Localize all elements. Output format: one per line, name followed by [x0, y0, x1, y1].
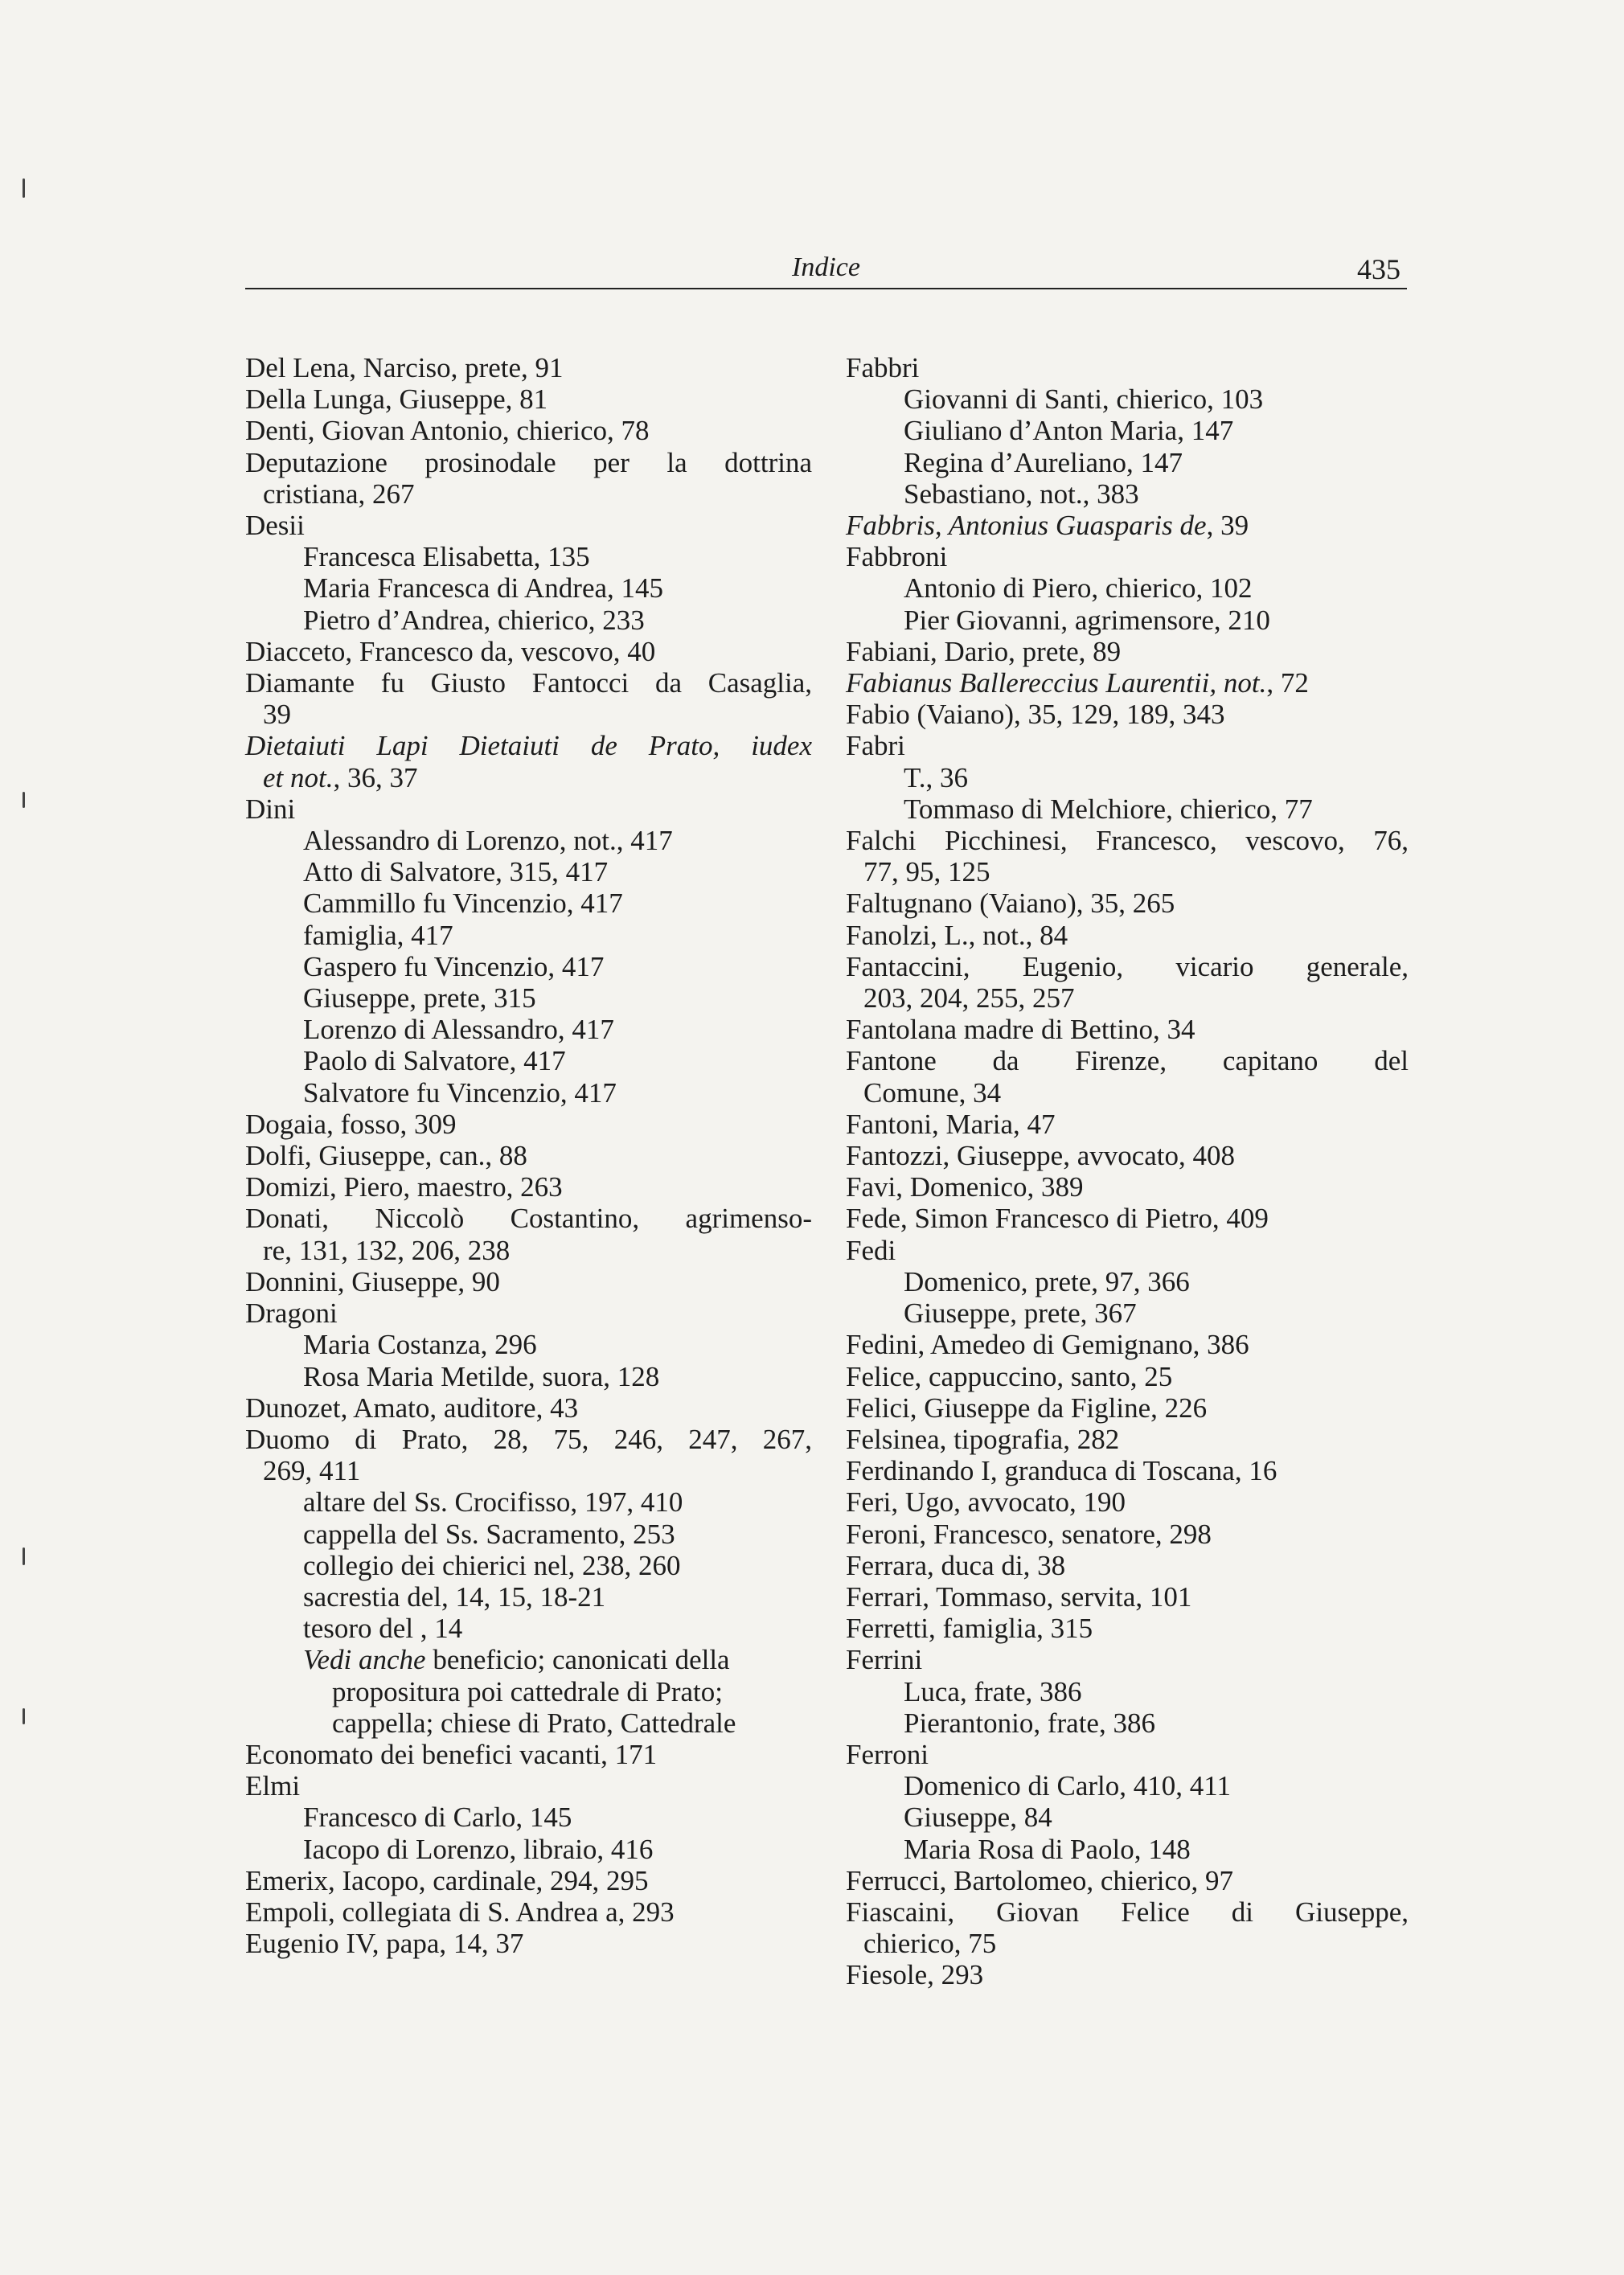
cross-reference-text: beneficio; canonicati della: [425, 1644, 730, 1676]
index-entry: Diacceto, Francesco da, vescovo, 40: [245, 635, 656, 667]
index-subentry: altare del Ss. Crocifisso, 197, 410: [303, 1486, 683, 1519]
index-subentry: Pietro d’Andrea, chierico, 233: [303, 604, 645, 636]
index-entry: Fiascaini, Giovan Felice di Giuseppe,: [846, 1896, 1409, 1928]
index-subentry: Pier Giovanni, agrimensore, 210: [904, 604, 1270, 636]
index-entry: Deputazione prosinodale per la dottrina: [245, 446, 812, 478]
index-entry: Fabio (Vaiano), 35, 129, 189, 343: [846, 699, 1225, 731]
index-entry: Fiesole, 293: [846, 1959, 984, 1991]
index-entry-continuation: 269, 411: [263, 1455, 361, 1487]
index-entry: Fantone da Firenze, capitano del: [846, 1045, 1409, 1077]
index-entry: Felice, cappuccino, santo, 25: [846, 1360, 1173, 1392]
index-entry: Della Lunga, Giuseppe, 81: [245, 383, 548, 416]
index-entry: Feri, Ugo, avvocato, 190: [846, 1486, 1126, 1519]
index-subentry: Giuseppe, 84: [904, 1802, 1052, 1834]
index-entry: Felsinea, tipografia, 282: [846, 1423, 1120, 1455]
index-entry-continuation: [245, 762, 812, 793]
index-entry: Economato dei benefici vacanti, 171: [245, 1738, 658, 1770]
index-entry: Fedini, Amedeo di Gemignano, 386: [846, 1329, 1249, 1361]
index-entry: Elmi: [245, 1770, 301, 1802]
index-entry-continuation: 203, 204, 255, 257: [863, 982, 1075, 1015]
index-subentry: Tommaso di Melchiore, chierico, 77: [904, 793, 1313, 825]
index-subentry: Lorenzo di Alessandro, 417: [303, 1014, 614, 1046]
index-entry-continuation: 39: [263, 699, 291, 731]
index-entry: [846, 667, 1409, 699]
index-entry: Dragoni: [245, 1297, 338, 1330]
index-subentry: Cammillo fu Vincenzio, 417: [303, 887, 623, 920]
index-subentry: Maria Costanza, 296: [303, 1329, 537, 1361]
index-locator: , 36, 37: [333, 761, 418, 793]
index-entry: Del Lena, Narciso, prete, 91: [245, 352, 564, 383]
index-subentry: Francesco di Carlo, 145: [303, 1802, 572, 1834]
index-entry: Denti, Giovan Antonio, chierico, 78: [245, 415, 650, 447]
margin-mark: [23, 1547, 25, 1565]
index-subentry: Maria Francesca di Andrea, 145: [303, 572, 664, 605]
index-entry: Fantolana madre di Bettino, 34: [846, 1014, 1195, 1046]
index-subentry: Francesca Elisabetta, 135: [303, 541, 590, 573]
index-entry: Ferretti, famiglia, 315: [846, 1613, 1093, 1645]
margin-mark: [23, 1708, 25, 1724]
italic-text: Vedi anche: [303, 1644, 426, 1676]
index-subentry: tesoro del , 14: [303, 1613, 463, 1645]
index-subentry: Paolo di Salvatore, 417: [303, 1045, 566, 1077]
index-entry: Dolfi, Giuseppe, can., 88: [245, 1140, 527, 1172]
index-entry: Favi, Domenico, 389: [846, 1171, 1084, 1203]
running-header: [245, 249, 1407, 289]
index-entry: Feroni, Francesco, senatore, 298: [846, 1518, 1212, 1550]
index-entry: Fanolzi, L., not., 84: [846, 919, 1068, 951]
index-subentry: Giovanni di Santi, chierico, 103: [904, 383, 1264, 416]
index-entry: Fantozzi, Giuseppe, avvocato, 408: [846, 1140, 1236, 1172]
index-subentry: Rosa Maria Metilde, suora, 128: [303, 1360, 660, 1392]
index-entry: Dini: [245, 793, 296, 825]
index-entry: Eugenio IV, papa, 14, 37: [245, 1928, 524, 1960]
index-cross-reference: [245, 1644, 812, 1675]
index-subentry: Regina d’Aureliano, 147: [904, 446, 1183, 478]
index-subentry: Gaspero fu Vincenzio, 417: [303, 950, 605, 982]
index-entry: Fabiani, Dario, prete, 89: [846, 635, 1122, 667]
index-subentry: Giuseppe, prete, 367: [904, 1297, 1137, 1330]
index-subentry: Domenico di Carlo, 410, 411: [904, 1770, 1231, 1802]
index-entry: Empoli, collegiata di S. Andrea a, 293: [245, 1896, 675, 1928]
index-subentry: Giuseppe, prete, 315: [303, 982, 536, 1015]
index-subentry: Luca, frate, 386: [904, 1675, 1082, 1707]
index-subentry: cappella del Ss. Sacramento, 253: [303, 1518, 675, 1550]
index-subentry: Iacopo di Lorenzo, libraio, 416: [303, 1833, 654, 1865]
index-subentry: Giuliano d’Anton Maria, 147: [904, 415, 1234, 447]
index-subentry: Atto di Salvatore, 315, 417: [303, 856, 609, 888]
index-entry: Diamante fu Giusto Fantocci da Casaglia,: [245, 667, 812, 699]
index-entry-continuation: re, 131, 132, 206, 238: [263, 1234, 511, 1266]
index-cross-reference-continuation: propositura poi cattedrale di Prato;: [332, 1675, 723, 1707]
index-entry: Ferrara, duca di, 38: [846, 1549, 1066, 1581]
index-subentry: Pierantonio, frate, 386: [904, 1707, 1155, 1739]
index-entry: Fabbroni: [846, 541, 948, 573]
index-entry: [846, 510, 1409, 541]
index-entry-continuation: cristiana, 267: [263, 478, 415, 510]
index-subentry: collegio dei chierici nel, 238, 260: [303, 1549, 681, 1581]
index-subentry: Salvatore fu Vincenzio, 417: [303, 1076, 617, 1109]
index-entry: Ferrari, Tommaso, servita, 101: [846, 1580, 1192, 1613]
index-subentry: Maria Rosa di Paolo, 148: [904, 1833, 1191, 1865]
index-entry: Ferroni: [846, 1738, 929, 1770]
index-entry: Falchi Picchinesi, Francesco, vescovo, 76,: [846, 825, 1409, 857]
index-entry: Fantoni, Maria, 47: [846, 1108, 1056, 1140]
index-subentry: Domenico, prete, 97, 366: [904, 1265, 1190, 1297]
index-entry: Fantaccini, Eugenio, vicario generale,: [846, 950, 1409, 982]
index-entry: Faltugnano (Vaiano), 35, 265: [846, 887, 1175, 920]
header-title: Indice: [792, 252, 860, 282]
index-entry: Fedi: [846, 1234, 896, 1266]
index-entry: Ferrucci, Bartolomeo, chierico, 97: [846, 1864, 1234, 1896]
index-entry: Emerix, Iacopo, cardinale, 294, 295: [245, 1864, 649, 1896]
index-entry: Dunozet, Amato, auditore, 43: [245, 1392, 579, 1424]
index-entry-continuation: chierico, 75: [863, 1928, 997, 1960]
index-entry: Fede, Simon Francesco di Pietro, 409: [846, 1203, 1269, 1235]
index-entry: Duomo di Prato, 28, 75, 246, 247, 267,: [245, 1423, 812, 1455]
index-entry: Ferdinando I, granduca di Toscana, 16: [846, 1455, 1277, 1487]
index-entry-continuation: 77, 95, 125: [863, 856, 990, 888]
index-entry: Donati, Niccolò Costantino, agrimenso-: [245, 1203, 812, 1235]
index-entry: Dogaia, fosso, 309: [245, 1108, 457, 1140]
index-cross-reference-continuation: cappella; chiese di Prato, Cattedrale: [332, 1707, 736, 1739]
index-entry: Desii: [245, 510, 305, 542]
index-entry: Donnini, Giuseppe, 90: [245, 1265, 500, 1297]
index-subentry: Sebastiano, not., 383: [904, 478, 1139, 510]
index-entry-continuation: Comune, 34: [863, 1076, 1002, 1109]
index-subentry: T., 36: [904, 761, 969, 793]
margin-mark: [23, 792, 25, 808]
italic-text: Fabianus Ballereccius Laurentii, not.: [846, 667, 1267, 699]
index-locator: , 72: [1266, 667, 1309, 699]
index-entry: Fabbri: [846, 352, 920, 383]
index-subentry: Alessandro di Lorenzo, not., 417: [303, 825, 673, 857]
italic-text: Fabbris, Antonius Guasparis de: [846, 510, 1207, 542]
index-entry: Dietaiuti Lapi Dietaiuti de Prato, iudex: [245, 730, 812, 762]
italic-text: et not.: [263, 761, 334, 793]
index-subentry: famiglia, 417: [303, 919, 453, 951]
index-entry: Fabri: [846, 730, 905, 762]
margin-mark: [23, 178, 25, 198]
index-subentry: Antonio di Piero, chierico, 102: [904, 572, 1253, 605]
index-entry: Felici, Giuseppe da Figline, 226: [846, 1392, 1208, 1424]
page-number: 435: [1357, 253, 1400, 285]
index-locator: , 39: [1206, 510, 1249, 542]
index-entry: Ferrini: [846, 1644, 923, 1676]
index-subentry: sacrestia del, 14, 15, 18-21: [303, 1580, 606, 1613]
index-entry: Domizi, Piero, maestro, 263: [245, 1171, 563, 1203]
index-column-right: [846, 352, 1409, 1991]
index-column-left: [245, 352, 812, 1959]
